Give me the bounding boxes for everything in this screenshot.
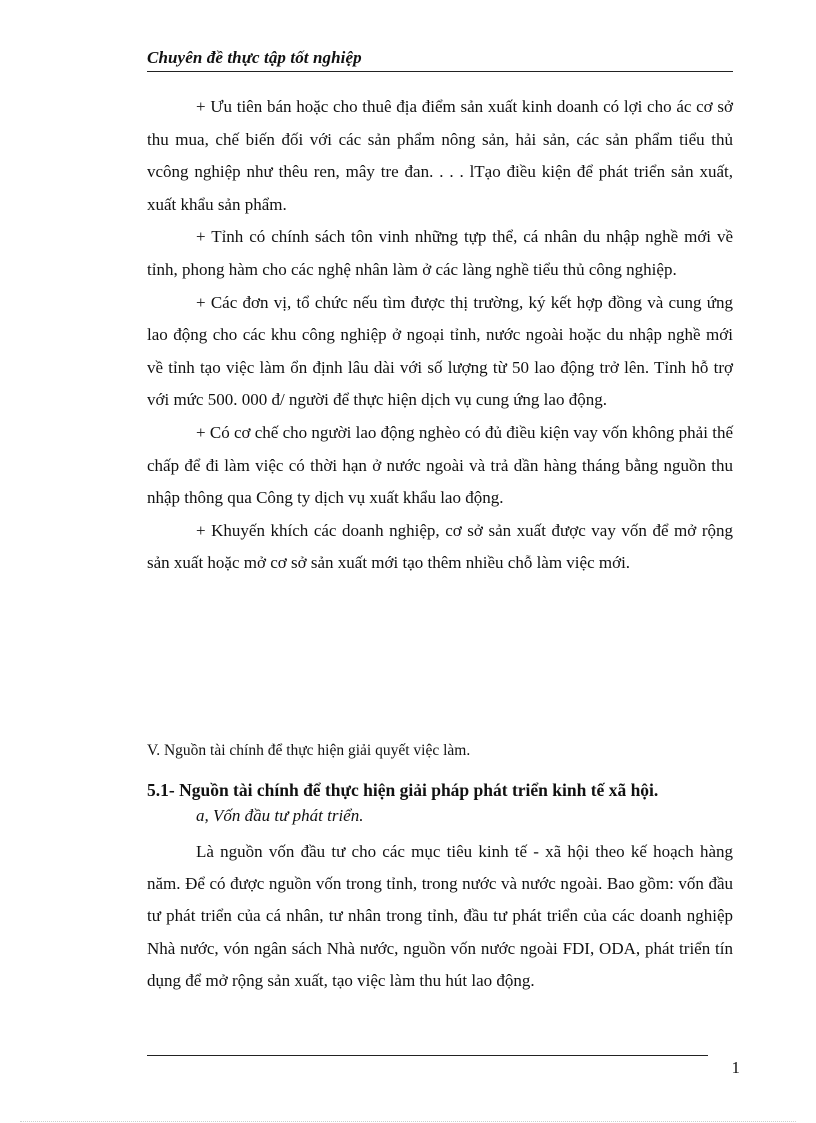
- header-divider: [147, 71, 733, 72]
- paragraph-3: + Các đơn vị, tổ chức nếu tìm được thị trường, ký kết hợp đồng và cung ứng lao động cho các khu công nghiệp ở ngoại tỉnh, nước ngoài hoặc du nhập nghề mới về tỉnh tạo việc làm ổn định lâu dài với số lượng từ 50 lao động trở lên. Tỉnh hỗ trợ với mức 500. 000 đ/ người để thực hiện dịch vụ cung ứng lao động.: [147, 292, 733, 410]
- paragraph-1: + Ưu tiên bán hoặc cho thuê địa điểm sản xuất kinh doanh có lợi cho ác cơ sở thu mua, chế biến đối với các sản phẩm nông sản, hải sản, các sản phẩm tiểu thủ vcông nghiệp như thêu ren, mây tre đan. . . . lTạo điều kiện để phát triển sản xuất, xuất khẩu sản phẩm.: [147, 97, 733, 214]
- section-heading-v: V. Nguồn tài chính để thực hiện giải quyết việc làm.: [147, 742, 471, 759]
- body-text: [147, 91, 733, 580]
- paragraph-6: Là nguồn vốn đầu tư cho các mục tiêu kinh tế - xã hội theo kế hoạch hàng năm. Để có được nguồn vốn trong tỉnh, trong nước và nước ngoài. Bao gồm: vốn đầu tư phát triển của cá nhân, tư nhân trong tỉnh, đầu tư phát triển của các doanh nghiệp Nhà nước, vón ngân sách Nhà nước, nguồn vốn nước ngoài FDI, ODA, phát triển tín dụng để mở rộng sản xuất, tạo việc làm thu hút lao động.: [147, 842, 733, 990]
- paragraph-4: + Có cơ chế cho người lao động nghèo có đủ điều kiện vay vốn không phải thế chấp để đi làm việc có thời hạn ở nước ngoài và trả dần hàng tháng bằng nguồn thu nhập thông qua Công ty dịch vụ xuất khẩu lao động.: [147, 422, 733, 508]
- page-bottom-border: [20, 1121, 796, 1122]
- subheading-a: a, Vốn đầu tư phát triển.: [196, 806, 364, 825]
- page-header-title: Chuyên đề thực tập tốt nghiệp: [147, 48, 362, 67]
- section-heading-5-1: 5.1- Nguồn tài chính để thực hiện giải pháp phát triển kinh tế xã hội.: [147, 780, 659, 800]
- paragraph-5: + Khuyến khích các doanh nghiệp, cơ sở sản xuất được vay vốn để mở rộng sản xuất hoặc mở cơ sở sản xuất mới tạo thêm nhiều chỗ làm việc mới.: [147, 520, 733, 573]
- paragraph-2: + Tỉnh có chính sách tôn vinh những tựp thể, cá nhân du nhập nghề mới về tỉnh, phong hàm cho các nghệ nhân làm ở các làng nghề tiểu thủ công nghiệp.: [147, 227, 733, 279]
- page-number: 1: [731, 1058, 740, 1077]
- body-text-2: [147, 836, 733, 997]
- footer-divider: [147, 1055, 708, 1056]
